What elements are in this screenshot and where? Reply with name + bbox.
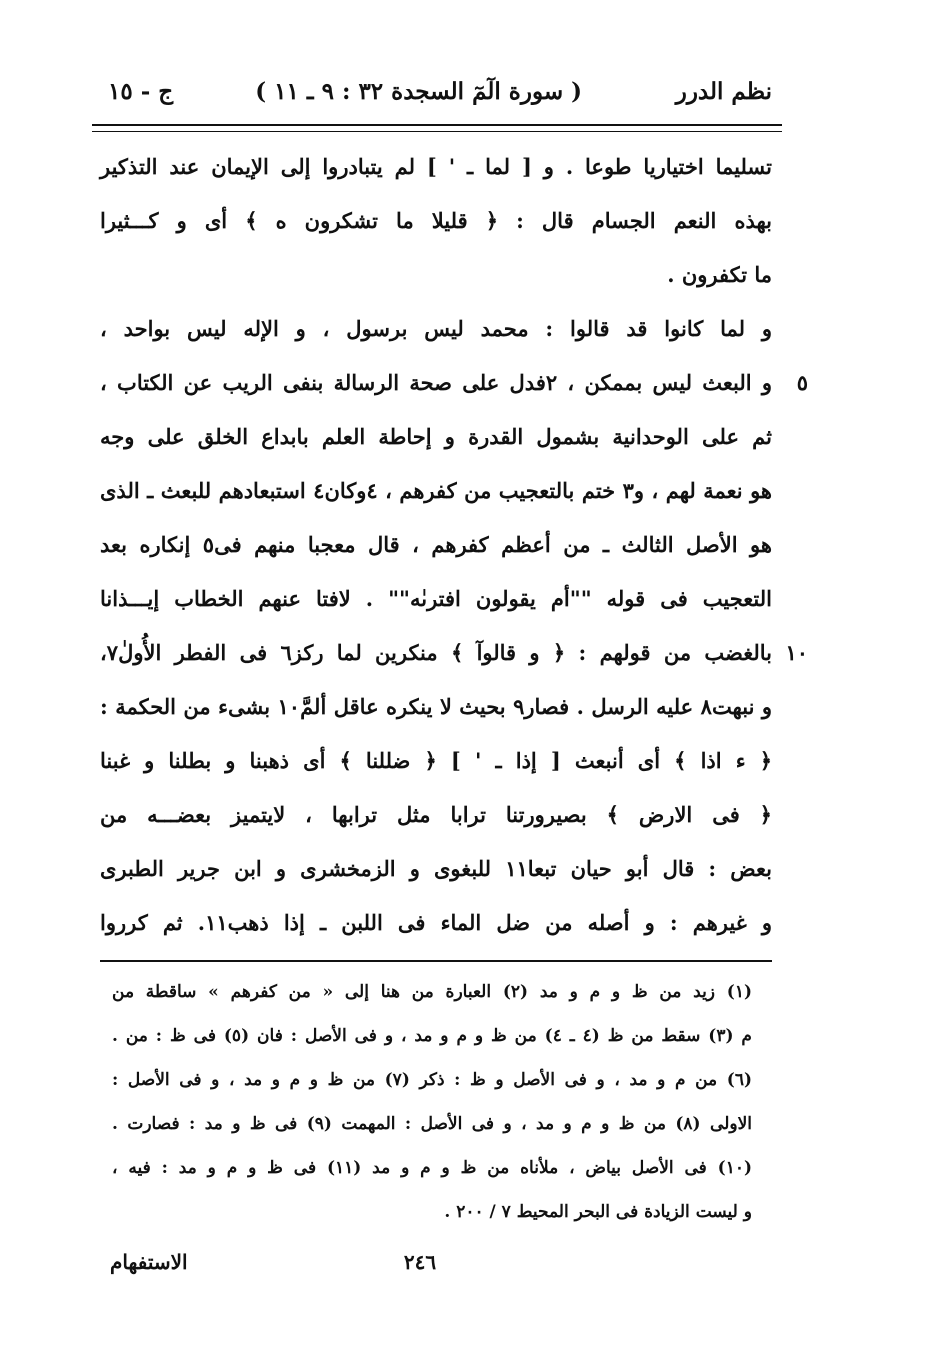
surah-reference: ( سورة الٓمٓ السجدة ٣٢ : ٩ ـ ١١ ) <box>255 78 582 105</box>
footnote-line: و ليست الزيادة فى البحر المحيط ٧ / ٢٠٠ . <box>444 1202 752 1222</box>
text-line: و نبهت٨ عليه الرسل . فصار٩ بحيث لا ينكره عاقل ألمَّ١٠ بشىء من الحكمة : <box>100 694 773 719</box>
book-title: نظم الدرر <box>675 78 772 105</box>
footnote-line: م (٣) سقط من ظ (٤ ـ ٤) من ظ و م و مد ، و فى الأصل : فان (٥) فى ظ : من . <box>112 1026 752 1046</box>
text-line: ثم على الوحدانية بشمول القدرة و إحاطة العلم بابداع الخلق على وجه <box>100 424 772 449</box>
text-line: ما تكفرون . <box>667 262 772 287</box>
text-line: بهذه النعم الجسام قال : ﴿ قليلا ما تشكرون ه ﴾ أى و كـــثيرا <box>100 208 772 233</box>
text-line: ﴿ فى الارض ﴾ بصيرورتنا ترابا مثل ترابها ، لايتميز بعضـــه من <box>100 802 772 827</box>
page-number: ٢٤٦ <box>403 1250 437 1274</box>
footnote-line: (١) زيد من ظ و م و مد (٢) العبارة من هنا إلى « من كفرهم » ساقطة من <box>112 982 752 1002</box>
header-rule <box>92 124 782 132</box>
text-line-with-number <box>100 356 808 410</box>
footnote-line: (١٠) فى الأصل بياض ، ملأناه من ظ و م و مد (١١) فى ظ و م و مد : فيه ، <box>112 1158 753 1178</box>
text-line-content: و البعث ليس بممكن ، ٢فدل على صحة الرسالة بنفى الريب عن الكتاب ، <box>100 370 773 395</box>
catchword: الاستفهام <box>110 1250 188 1274</box>
text-line: التعجيب فى قوله ""أم يقولون افترىٰه"" . لافتا عنهم الخطاب إيـــذانا <box>100 586 772 611</box>
footnotes <box>112 970 752 1234</box>
part-number: ج - ١٥ <box>108 78 174 105</box>
footnote-rule <box>100 960 772 962</box>
footnote-line: (٦) من م و مد ، و فى الأصل و ظ : ذكر (٧) من ظ و م و مد ، و فى الأصل : <box>112 1070 752 1090</box>
text-line: و غيرهم : و أصله من ضل الماء فى اللبن ـ إذا ذهب١١. ثم كرروا <box>100 910 772 935</box>
text-line: هو الأصل الثالث ـ من أعظم كفرهم ، قال معجبا منهم فى٥ إنكاره بعد <box>100 532 772 557</box>
line-number: ٥ <box>796 370 808 395</box>
main-text <box>100 140 808 950</box>
text-line: و لما كانوا قد قالوا : محمد ليس برسول ، و الإله ليس بواحد ، <box>100 316 772 341</box>
footnote-line: الاولى (٨) من ظ و م و مد ، و فى الأصل : المهمت (٩) فى ظ و مد : فصارت . <box>112 1114 752 1134</box>
text-line-with-number <box>100 626 808 680</box>
text-line: هو نعمة لهم ، و٣ ختم بالتعجيب من كفرهم ، ٤وكان٤ استبعادهم للبعث ـ الذى <box>100 478 773 503</box>
text-line: بعض : قال أبو حيان تبعا١١ للبغوى و الزمخشرى و ابن جرير الطبرى <box>100 856 772 881</box>
text-line: ﴿ ء اذا ﴾ أى أنبعث [ إذا ـ ' ] ﴿ ضللنا ﴾ أى ذهبنا و بطلنا و غبنا <box>100 748 772 773</box>
text-line-content: بالغضب من قولهم : ﴿ و قالوآ ﴾ منكرين لما ركز٦ فى الفطر الأُولٰ٧، <box>100 640 772 665</box>
running-header <box>100 78 772 118</box>
text-line: تسليما اختياريا طوعا . و [ لما ـ ' ] لم يتبادروا إلى الإيمان عند التذكير <box>100 154 772 179</box>
line-number: ١٠ <box>785 640 808 665</box>
